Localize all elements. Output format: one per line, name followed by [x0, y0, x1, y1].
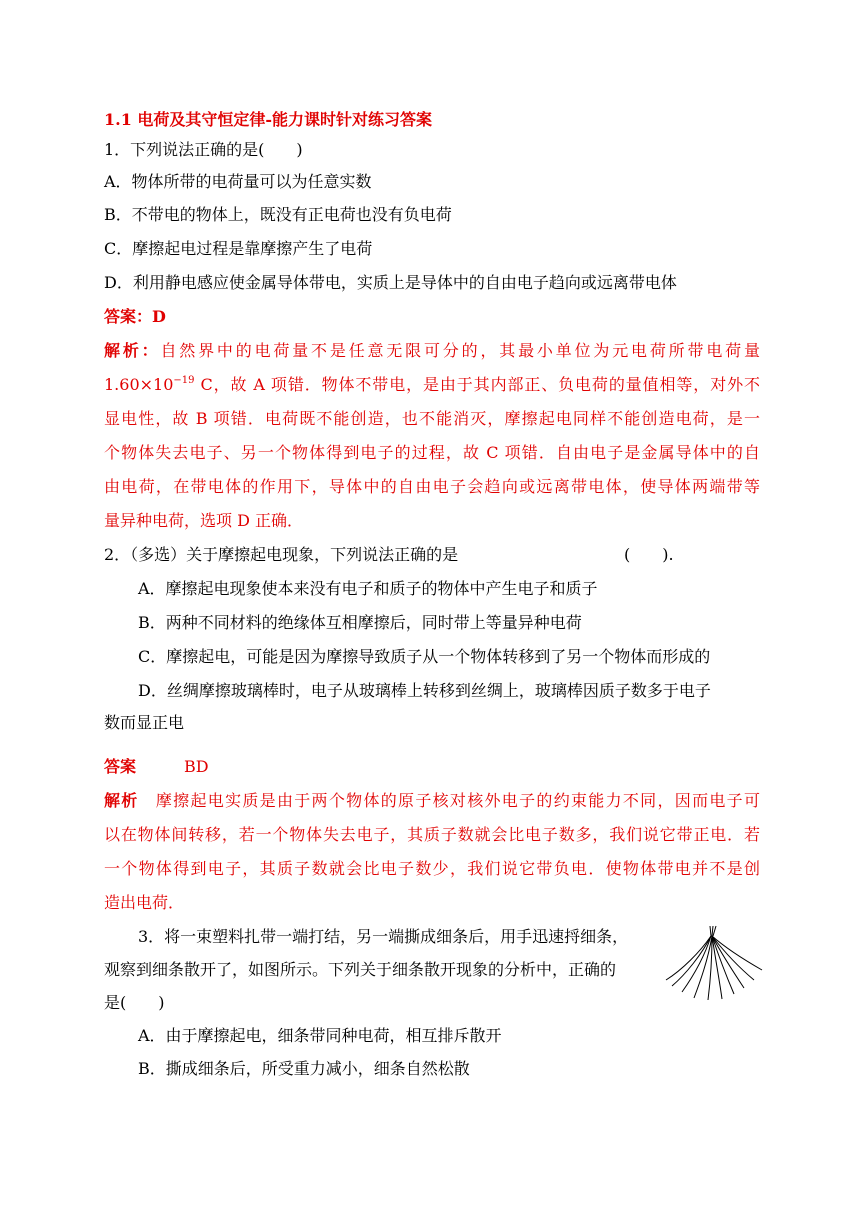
q3-stem-line-3: 是( )	[104, 993, 165, 1012]
q1-option-d: D．利用静电感应使金属导体带电，实质上是导体中的自由电子趋向或远离带电体	[104, 273, 677, 292]
q1-analysis-line-6: 量异种电荷，选项 D 正确．	[104, 511, 304, 530]
q2-answer-label: 答案	[104, 757, 137, 776]
q2-analysis-label: 解析	[104, 791, 139, 810]
q3-option-a: A．由于摩擦起电，细条带同种电荷，相互排斥散开	[138, 1026, 502, 1045]
q2-option-b: B．两种不同材料的绝缘体互相摩擦后，同时带上等量异种电荷	[138, 613, 582, 632]
q1-option-b: B．不带电的物体上，既没有正电荷也没有负电荷	[104, 205, 452, 224]
q1-option-a: A．物体所带的电荷量可以为任意实数	[104, 172, 372, 191]
q3-option-b: B．撕成细条后，所受重力减小，细条自然松散	[138, 1059, 470, 1078]
q2-analysis-line-2: 以在物体间转移，若一个物体失去电子，其质子数就会比电子数多，我们说它带正电．若	[104, 825, 760, 844]
q1-analysis-line-4: 个物体失去电子、另一个物体得到电子的过程，故 C 项错．自由电子是金属导体中的自	[104, 443, 760, 462]
q3-stem-line-1: 3．将一束塑料扎带一端打结，另一端撕成细条后，用手迅速捋细条，	[138, 927, 629, 946]
q1-analysis-line-5: 由电荷，在带电体的作用下，导体中的自由电子会趋向或远离带电体，使导体两端带等	[104, 477, 760, 496]
q1-option-c: C．摩擦起电过程是靠摩擦产生了电荷	[104, 239, 373, 258]
q1-analysis-label: 解析：	[104, 341, 161, 360]
plastic-strips-figure	[664, 922, 764, 1002]
page-title: 1.1 电荷及其守恒定律-能力课时针对练习答案	[104, 110, 433, 129]
q1-analysis-line-3: 显电性，故 B 项错．电荷既不能创造，也不能消灭，摩擦起电同样不能创造电荷，是一	[104, 409, 760, 428]
q1-stem: 1．下列说法正确的是( )	[104, 140, 303, 159]
q2-option-a: A．摩擦起电现象使本来没有电子和质子的物体中产生电子和质子	[138, 579, 598, 598]
q2-answer-value: BD	[184, 757, 209, 776]
q2-stem-blank: ( ).	[624, 545, 674, 564]
q2-analysis-line-1: 解析 摩擦起电实质是由于两个物体的原子核对核外电子的约束能力不同，因而电子可	[104, 791, 760, 810]
q2-analysis-line-3: 一个物体得到电子，其质子数就会比电子数少，我们说它带负电．使物体带电并不是创	[104, 859, 760, 878]
q3-stem-line-2: 观察到细条散开了，如图所示。下列关于细条散开现象的分析中，正确的	[104, 960, 617, 979]
q2-stem: 2．（多选）关于摩擦起电现象，下列说法正确的是	[104, 545, 459, 564]
q1-answer: 答案：D	[104, 307, 166, 326]
q2-option-c: C．摩擦起电，可能是因为摩擦导致质子从一个物体转移到了另一个物体而形成的	[138, 647, 711, 666]
q1-analysis-line-2: $1.60\times 10^{-19}$ C，故 A 项错．物体不带电，是由于其内部正、负电荷的量值相等，对外不	[104, 375, 760, 394]
q1-analysis-line-1: 解析：自然界中的电荷量不是任意无限可分的，其最小单位为元电荷所带电荷量	[104, 341, 760, 360]
q2-option-d: D．丝绸摩擦玻璃棒时，电子从玻璃棒上转移到丝绸上，玻璃棒因质子数多于电子	[138, 681, 711, 700]
q2-option-d-cont: 数而显正电	[104, 713, 185, 732]
q2-analysis-line-4: 造出电荷．	[104, 893, 185, 912]
